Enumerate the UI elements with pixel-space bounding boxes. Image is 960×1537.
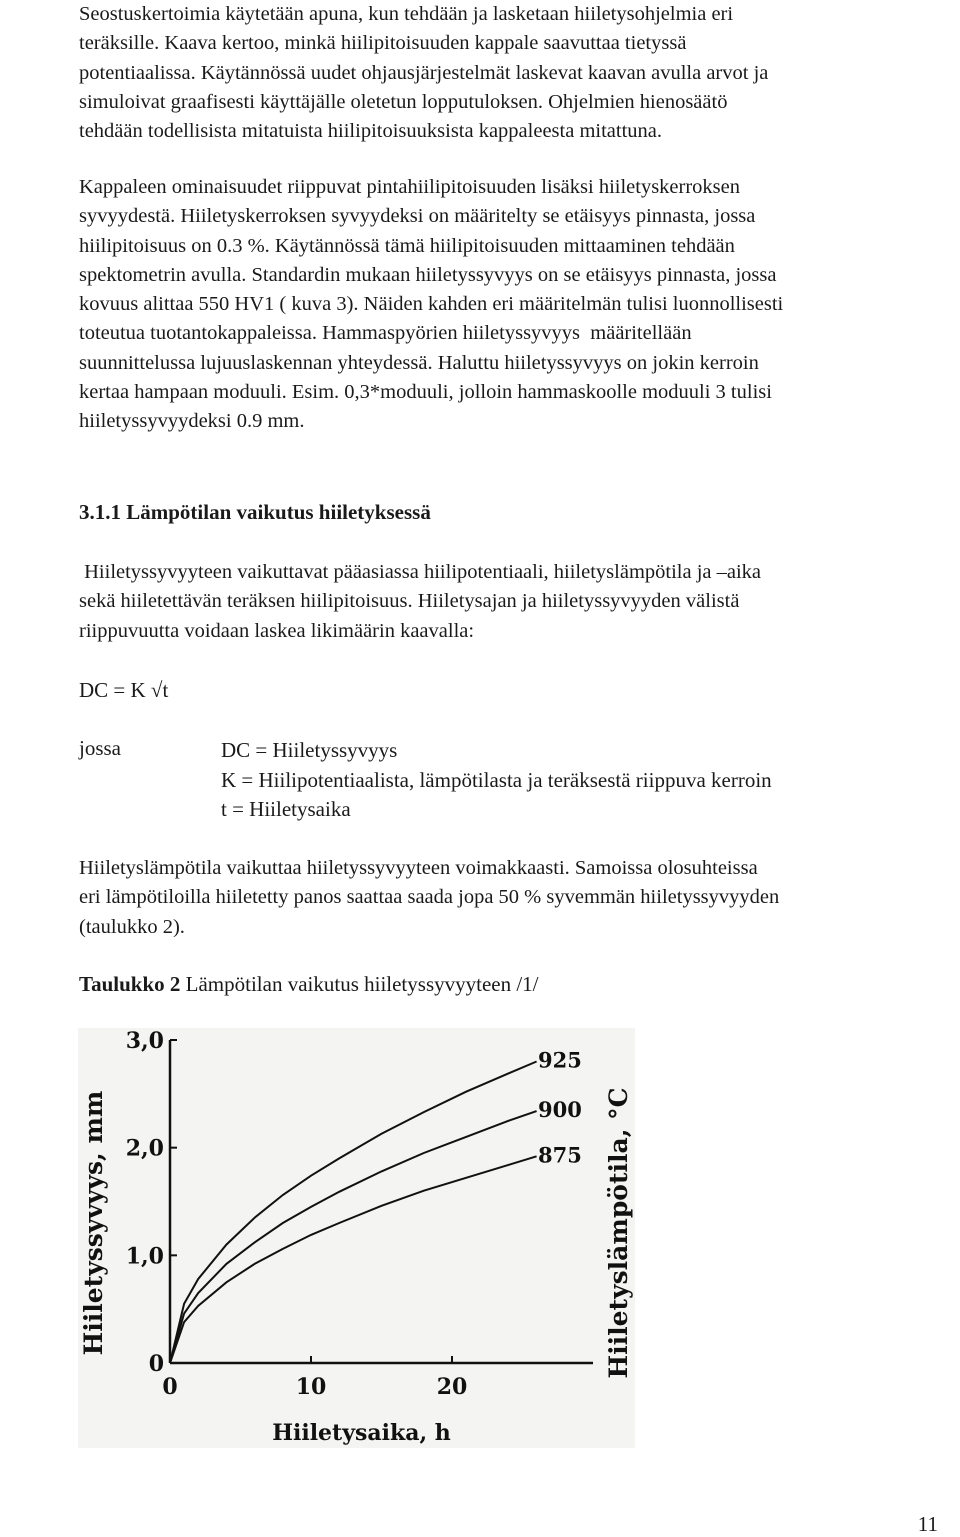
text-line: potentiaalissa. Käytännössä uudet ohjausjärjestelmät laskevat kaavan avulla arvot ja [79, 61, 769, 84]
temperature-paragraph [79, 558, 954, 646]
y-tick-label: 2,0 [125, 1135, 164, 1162]
text-line: riippuvuutta voidaan laskea likimäärin kaavalla: [79, 619, 475, 642]
formula-definitions [221, 736, 772, 825]
caption-text: Lämpötilan vaikutus hiiletyssyvyyteen /1/ [180, 972, 539, 996]
text-line: sekä hiiletettävän teräksen hiilipitoisuus. Hiiletysajan ja hiiletyssyvyyden välistä [79, 590, 740, 613]
page-number: 11 [917, 1512, 938, 1536]
text-line: spektometrin avulla. Standardin mukaan hiiletyssyvyys on se etäisyys pinnasta, jossa [79, 263, 777, 286]
text-line: (taulukko 2). [79, 915, 185, 938]
definition-dc: DC = Hiiletyssyvyys [221, 738, 398, 762]
definition-k: K = Hiilipotentiaalista, lämpötilasta ja teräksestä riippuva kerroin [221, 767, 772, 792]
series-line-875 [170, 1156, 537, 1363]
formula-where-label: jossa [79, 736, 121, 760]
text-line: kertaa hampaan moduuli. Esim. 0,3*moduuli, jolloin hammaskoolle moduuli 3 tulisi [79, 381, 772, 404]
text-line: syvyydestä. Hiiletyskerroksen syvyydeksi on määritelty se etäisyys pinnasta, jossa [79, 205, 756, 228]
depth-paragraph [79, 173, 954, 437]
effect-paragraph [79, 854, 954, 942]
temperature-axis-label: Hiiletyslämpötila, °C [604, 1087, 633, 1379]
chart-svg [78, 1028, 635, 1448]
text-line: teräksille. Kaava kertoo, minkä hiilipitoisuuden kappale saavuttaa tietyssä [79, 32, 687, 55]
caption-label: Taulukko 2 [79, 972, 181, 996]
table-caption [79, 972, 539, 997]
text-line: tehdään todellisista mitatuista hiilipitoisuuksista kappaleesta mitattuna. [79, 120, 662, 143]
y-axis-label: Hiiletyssyvyys, mm [79, 1090, 108, 1356]
definition-t: t = Hiiletysaika [221, 797, 351, 821]
text-line: Hiiletyssyvyyteen vaikuttavat pääasiassa hiilipotentiaali, hiiletyslämpötila ja –aika [79, 561, 762, 583]
intro-paragraph [79, 0, 954, 146]
text-line: Seostuskertoimia käytetään apuna, kun tehdään ja lasketaan hiiletysohjelmia eri [79, 3, 734, 25]
x-tick-label: 0 [162, 1374, 178, 1400]
text-line: hiilipitoisuus on 0.3 %. Käytännössä tämä hiilipitoisuuden mittaaminen tehdään [79, 234, 735, 257]
series-line-900 [170, 1111, 537, 1363]
text-line: toteutua tuotantokappaleissa. Hammaspyörien hiiletyssyvyys määritellään [79, 322, 692, 345]
text-line: hiiletyssyvyydeksi 0.9 mm. [79, 410, 305, 433]
text-line: simuloivat graafisesti käyttäjälle oletetun lopputuloksen. Ohjelmien hienosäätö [79, 90, 728, 113]
text-line: eri lämpötiloilla hiiletetty panos saattaa saada jopa 50 % syvemmän hiiletyssyvyyden [79, 886, 780, 909]
series-line-925 [170, 1062, 537, 1364]
text-line: suunnittelussa lujuuslaskennan yhteydessä. Haluttu hiiletyssyvyys on jokin kerroin [79, 351, 759, 374]
text-line: Hiiletyslämpötila vaikuttaa hiiletyssyvyyteen voimakkaasti. Samoissa olosuhteissa [79, 857, 758, 879]
series-label-925: 925 [538, 1047, 582, 1073]
y-tick-label: 3,0 [125, 1028, 164, 1054]
series-label-900: 900 [538, 1097, 582, 1123]
x-tick-label: 20 [436, 1374, 468, 1400]
series-label-875: 875 [538, 1142, 582, 1168]
formula: DC = K √t [79, 678, 169, 702]
carburizing-depth-chart [78, 1028, 635, 1448]
y-tick-label: 0 [148, 1351, 164, 1377]
text-line: Kappaleen ominaisuudet riippuvat pintahiilipitoisuuden lisäksi hiiletyskerroksen [79, 176, 741, 198]
text-line: kovuus alittaa 550 HV1 ( kuva 3). Näiden kahden eri määritelmän tulisi luonnollisesti [79, 293, 784, 316]
x-tick-label: 10 [295, 1374, 327, 1400]
x-axis-label: Hiiletysaika, h [272, 1420, 451, 1446]
y-tick-label: 1,0 [125, 1243, 164, 1270]
section-heading: 3.1.1 Lämpötilan vaikutus hiiletyksessä [79, 500, 431, 524]
